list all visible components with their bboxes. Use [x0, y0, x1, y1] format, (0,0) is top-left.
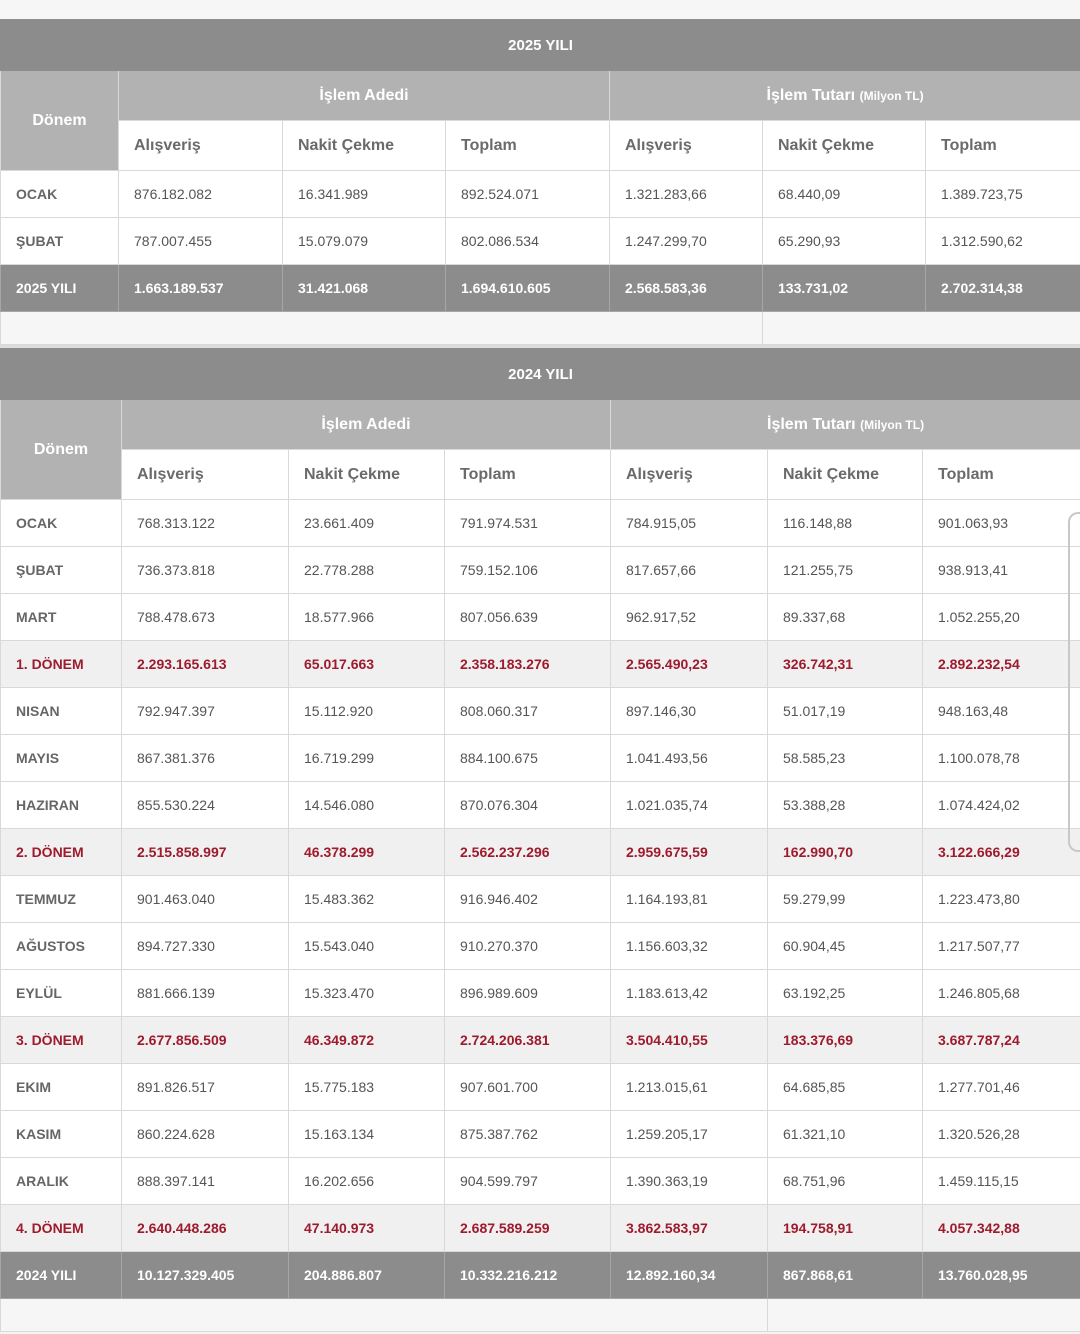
- table-cell: 65.290,93: [763, 218, 926, 265]
- table-cell: 18.577.966: [289, 594, 445, 641]
- table-row: [1, 1111, 1080, 1158]
- row-label: NISAN: [1, 688, 122, 735]
- table-cell: 14.546.080: [289, 782, 445, 829]
- table-cell: 194.758,91: [768, 1205, 923, 1252]
- table-cell: 892.524.071: [446, 171, 610, 218]
- table-cell: 867.381.376: [122, 735, 289, 782]
- table-cell: 948.163,48: [923, 688, 1080, 735]
- islem-tutari-label: İşlem Tutarı: [767, 415, 856, 433]
- row-label: MART: [1, 594, 122, 641]
- table-cell: 68.751,96: [768, 1158, 923, 1205]
- table-cell: 1.390.363,19: [611, 1158, 768, 1205]
- period-summary-row: [1, 1205, 1080, 1252]
- row-label: TEMMUZ: [1, 876, 122, 923]
- table-cell: 46.378.299: [289, 829, 445, 876]
- table-cell: 15.483.362: [289, 876, 445, 923]
- table-cell: 1.217.507,77: [923, 923, 1080, 970]
- row-label: ŞUBAT: [1, 218, 119, 265]
- table-cell: 910.270.370: [445, 923, 611, 970]
- table-row: [1, 500, 1080, 547]
- table-cell: 916.946.402: [445, 876, 611, 923]
- table-cell: 16.719.299: [289, 735, 445, 782]
- table-cell: 1.100.078,78: [923, 735, 1080, 782]
- table-cell: 1.459.115,15: [923, 1158, 1080, 1205]
- table-cell: 3.122.666,29: [923, 829, 1080, 876]
- row-label: ARALIK: [1, 1158, 122, 1205]
- table-cell: 64.685,85: [768, 1064, 923, 1111]
- period-summary-row: [1, 1017, 1080, 1064]
- col-header-alisveris-tutar: Alışveriş: [610, 121, 763, 171]
- table-cell: 2.293.165.613: [122, 641, 289, 688]
- table-cell: 784.915,05: [611, 500, 768, 547]
- table-cell: 13.760.028,95: [923, 1252, 1080, 1299]
- col-header-toplam-adet: Toplam: [445, 450, 611, 500]
- table-footer-spacer: [1, 1299, 1080, 1332]
- table-row: [1, 1064, 1080, 1111]
- table-cell: 876.182.082: [119, 171, 283, 218]
- table-cell: 59.279,99: [768, 876, 923, 923]
- col-header-nakit-tutar: Nakit Çekme: [768, 450, 923, 500]
- table-cell: 60.904,45: [768, 923, 923, 970]
- period-summary-row: [1, 829, 1080, 876]
- table-row: [1, 735, 1080, 782]
- islem-adedi-header: [119, 71, 610, 121]
- table-cell: 904.599.797: [445, 1158, 611, 1205]
- year-title: 2024 YILI: [1, 349, 1080, 400]
- table-cell: 1.312.590,62: [926, 218, 1080, 265]
- islem-tutari-header: [610, 71, 1080, 121]
- table-cell: 15.079.079: [283, 218, 446, 265]
- islem-tutari-unit: (Milyon TL): [859, 88, 924, 103]
- table-cell: 1.223.473,80: [923, 876, 1080, 923]
- table-cell: 63.192,25: [768, 970, 923, 1017]
- table-cell: 1.183.613,42: [611, 970, 768, 1017]
- table-cell: 788.478.673: [122, 594, 289, 641]
- period-summary-row: [1, 641, 1080, 688]
- table-cell: 881.666.139: [122, 970, 289, 1017]
- table-cell: 4.057.342,88: [923, 1205, 1080, 1252]
- col-header-nakit-tutar: Nakit Çekme: [763, 121, 926, 171]
- table-row: [1, 923, 1080, 970]
- table-row: [1, 218, 1080, 265]
- row-label: EKIM: [1, 1064, 122, 1111]
- table-cell: 1.694.610.605: [446, 265, 610, 312]
- row-label: MAYIS: [1, 735, 122, 782]
- col-header-toplam-tutar: Toplam: [923, 450, 1080, 500]
- table-cell: 47.140.973: [289, 1205, 445, 1252]
- table-cell: 1.321.283,66: [610, 171, 763, 218]
- table-row: [1, 171, 1080, 218]
- table-cell: 3.687.787,24: [923, 1017, 1080, 1064]
- table-cell: 2.358.183.276: [445, 641, 611, 688]
- donem-header: Dönem: [1, 71, 119, 171]
- row-label: 4. DÖNEM: [1, 1205, 122, 1252]
- table-cell: 116.148,88: [768, 500, 923, 547]
- table-row: [1, 782, 1080, 829]
- table-cell: 61.321,10: [768, 1111, 923, 1158]
- row-label: AĞUSTOS: [1, 923, 122, 970]
- table-cell: 907.601.700: [445, 1064, 611, 1111]
- col-header-alisveris-adet: Alışveriş: [122, 450, 289, 500]
- row-label: 2. DÖNEM: [1, 829, 122, 876]
- table-cell: 15.323.470: [289, 970, 445, 1017]
- row-label: OCAK: [1, 500, 122, 547]
- table-cell: 962.917,52: [611, 594, 768, 641]
- col-header-nakit-adet: Nakit Çekme: [283, 121, 446, 171]
- table-cell: 133.731,02: [763, 265, 926, 312]
- table-cell: 53.388,28: [768, 782, 923, 829]
- table-footer-spacer: [1, 312, 1080, 345]
- table-row: [1, 594, 1080, 641]
- table-cell: 1.074.424,02: [923, 782, 1080, 829]
- table-cell: 870.076.304: [445, 782, 611, 829]
- table-cell: 1.389.723,75: [926, 171, 1080, 218]
- table-cell: 22.778.288: [289, 547, 445, 594]
- table-cell: 12.892.160,34: [611, 1252, 768, 1299]
- table-cell: 16.202.656: [289, 1158, 445, 1205]
- table-cell: 58.585,23: [768, 735, 923, 782]
- row-label: EYLÜL: [1, 970, 122, 1017]
- table-cell: 15.775.183: [289, 1064, 445, 1111]
- islem-adedi-label: İşlem Adedi: [321, 415, 411, 433]
- table-cell: 2.640.448.286: [122, 1205, 289, 1252]
- islem-tutari-header: [611, 400, 1080, 450]
- table-row: [1, 970, 1080, 1017]
- table-cell: 802.086.534: [446, 218, 610, 265]
- table-cell: 65.017.663: [289, 641, 445, 688]
- islem-tutari-label: İşlem Tutarı: [766, 86, 856, 104]
- table-cell: 894.727.330: [122, 923, 289, 970]
- table-cell: 204.886.807: [289, 1252, 445, 1299]
- table-cell: 884.100.675: [445, 735, 611, 782]
- table-cell: 860.224.628: [122, 1111, 289, 1158]
- table-cell: 901.463.040: [122, 876, 289, 923]
- row-label: HAZIRAN: [1, 782, 122, 829]
- table-cell: 896.989.609: [445, 970, 611, 1017]
- table-cell: 759.152.106: [445, 547, 611, 594]
- table-cell: 2.724.206.381: [445, 1017, 611, 1064]
- table-cell: 792.947.397: [122, 688, 289, 735]
- table-cell: 2.568.583,36: [610, 265, 763, 312]
- table-cell: 2.515.858.997: [122, 829, 289, 876]
- row-label: KASIM: [1, 1111, 122, 1158]
- top-spacer: [0, 0, 1080, 19]
- row-label: ŞUBAT: [1, 547, 122, 594]
- table-cell: 2.687.589.259: [445, 1205, 611, 1252]
- table-cell: 808.060.317: [445, 688, 611, 735]
- year-total-row: [1, 1252, 1080, 1299]
- islem-adedi-header: [122, 400, 611, 450]
- row-label: 2025 YILI: [1, 265, 119, 312]
- table-cell: 31.421.068: [283, 265, 446, 312]
- table-cell: 891.826.517: [122, 1064, 289, 1111]
- table-cell: 938.913,41: [923, 547, 1080, 594]
- col-header-toplam-adet: Toplam: [446, 121, 610, 171]
- table-cell: 1.259.205,17: [611, 1111, 768, 1158]
- table-cell: 1.156.603,32: [611, 923, 768, 970]
- table-cell: 1.021.035,74: [611, 782, 768, 829]
- table-cell: 15.543.040: [289, 923, 445, 970]
- table-cell: 787.007.455: [119, 218, 283, 265]
- year-title: 2025 YILI: [1, 20, 1080, 71]
- table-row: [1, 547, 1080, 594]
- table-cell: 121.255,75: [768, 547, 923, 594]
- table-cell: 162.990,70: [768, 829, 923, 876]
- table-cell: 855.530.224: [122, 782, 289, 829]
- col-header-alisveris-adet: Alışveriş: [119, 121, 283, 171]
- table-cell: 1.247.299,70: [610, 218, 763, 265]
- row-label: 1. DÖNEM: [1, 641, 122, 688]
- table-cell: 16.341.989: [283, 171, 446, 218]
- table-cell: 888.397.141: [122, 1158, 289, 1205]
- table-cell: 817.657,66: [611, 547, 768, 594]
- table-row: [1, 688, 1080, 735]
- table-cell: 736.373.818: [122, 547, 289, 594]
- table-cell: 1.663.189.537: [119, 265, 283, 312]
- table-2025: [0, 19, 1080, 345]
- table-cell: 1.246.805,68: [923, 970, 1080, 1017]
- column-headers: [1, 121, 1080, 171]
- table-cell: 51.017,19: [768, 688, 923, 735]
- table-cell: 1.052.255,20: [923, 594, 1080, 641]
- table-cell: 901.063,93: [923, 500, 1080, 547]
- table-cell: 23.661.409: [289, 500, 445, 547]
- row-label: OCAK: [1, 171, 119, 218]
- table-cell: 1.164.193,81: [611, 876, 768, 923]
- table-cell: 10.332.216.212: [445, 1252, 611, 1299]
- table-cell: 3.504.410,55: [611, 1017, 768, 1064]
- islem-tutari-unit: (Milyon TL): [860, 417, 925, 432]
- table-cell: 2.959.675,59: [611, 829, 768, 876]
- table-2024: [0, 348, 1080, 1332]
- table-cell: 1.041.493,56: [611, 735, 768, 782]
- table-cell: 791.974.531: [445, 500, 611, 547]
- table-row: [1, 1158, 1080, 1205]
- table-cell: 89.337,68: [768, 594, 923, 641]
- table-cell: 1.320.526,28: [923, 1111, 1080, 1158]
- donem-header: Dönem: [1, 400, 122, 500]
- table-cell: 807.056.639: [445, 594, 611, 641]
- table-cell: 15.163.134: [289, 1111, 445, 1158]
- table-cell: 867.868,61: [768, 1252, 923, 1299]
- table-cell: 3.862.583,97: [611, 1205, 768, 1252]
- table-cell: 326.742,31: [768, 641, 923, 688]
- table-row: [1, 876, 1080, 923]
- table-cell: 2.562.237.296: [445, 829, 611, 876]
- table-cell: 46.349.872: [289, 1017, 445, 1064]
- table-cell: 875.387.762: [445, 1111, 611, 1158]
- row-label: 3. DÖNEM: [1, 1017, 122, 1064]
- year-total-row: [1, 265, 1080, 312]
- table-cell: 10.127.329.405: [122, 1252, 289, 1299]
- table-cell: 2.565.490,23: [611, 641, 768, 688]
- table-cell: 2.702.314,38: [926, 265, 1080, 312]
- table-cell: 897.146,30: [611, 688, 768, 735]
- table-cell: 183.376,69: [768, 1017, 923, 1064]
- column-headers: [1, 450, 1080, 500]
- table-cell: 1.277.701,46: [923, 1064, 1080, 1111]
- islem-adedi-label: İşlem Adedi: [319, 86, 409, 104]
- table-cell: 2.892.232,54: [923, 641, 1080, 688]
- table-cell: 768.313.122: [122, 500, 289, 547]
- scrollbar-handle[interactable]: [1068, 512, 1080, 852]
- col-header-alisveris-tutar: Alışveriş: [611, 450, 768, 500]
- table-cell: 2.677.856.509: [122, 1017, 289, 1064]
- table-cell: 15.112.920: [289, 688, 445, 735]
- row-label: 2024 YILI: [1, 1252, 122, 1299]
- col-header-nakit-adet: Nakit Çekme: [289, 450, 445, 500]
- table-cell: 68.440,09: [763, 171, 926, 218]
- table-cell: 1.213.015,61: [611, 1064, 768, 1111]
- col-header-toplam-tutar: Toplam: [926, 121, 1080, 171]
